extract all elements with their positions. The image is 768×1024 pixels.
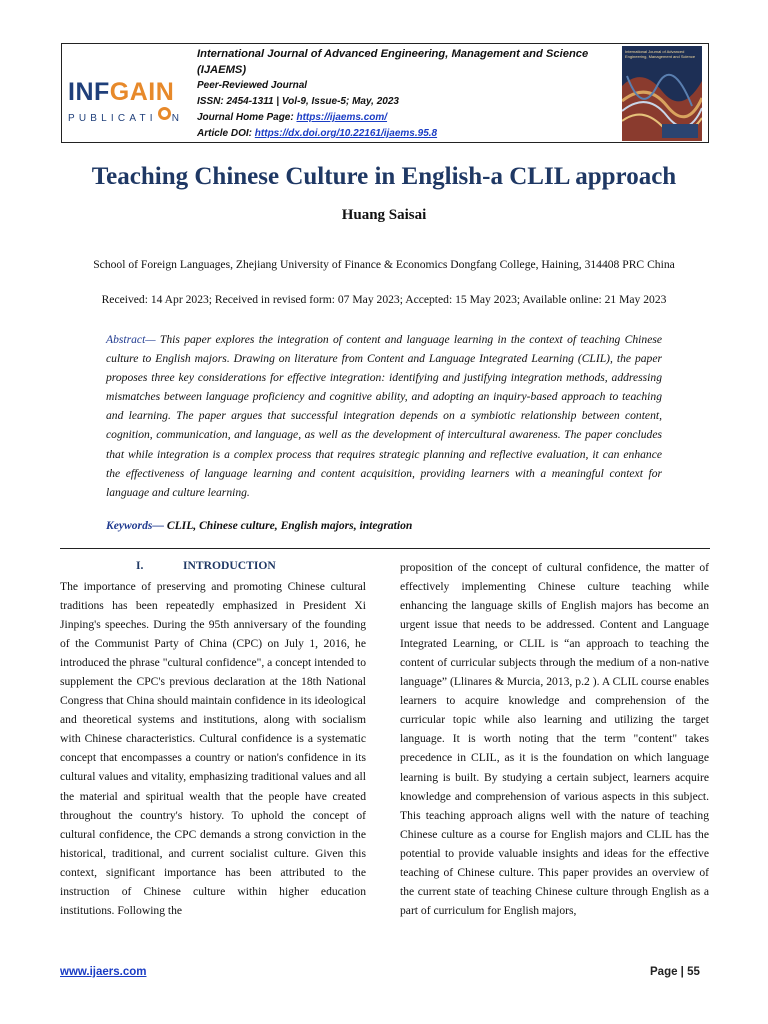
- abstract-text: This paper explores the integration of content and language learning in the context of teaching Chinese culture to English majors. Drawing on literature from Content and Language Integrated Learning (CLIL), the paper proposes three key considerations for effective integration: identifying and justifying integration methods, addressing mismatches between language proficiency and cognitive ability, and adopting an inquiry-based approach to teaching and learning. The paper argues that successful integration depends on a symbiotic relationship between content, cognition, communication, and language, as well as the development of intercultural awareness. The paper concludes that while integration is a complex process that requires strategic planning and reflective evaluation, it can enhance the effectiveness of language learning and content acquisition, providing learners with a meaningful context for language and culture learning.: [106, 333, 662, 499]
- body-left-column: The importance of preserving and promoting Chinese cultural traditions has been repeatedly emphasized in President Xi Jinping's speeches. During the 95th anniversary of the founding of the Communist Party of China (CPC) on July 1, 2016, he introduced the phrase "cultural confidence", a concept intended to supplement the CPC's previous declaration at the 18th National Congress that China should maintain confidence in its ideological and theoretical systems and institutions, along with socialism with Chinese characteristics. Cultural confidence is a systematic concept that encompasses a country or nation's confidence in its cultural values and vitality, emphasizing traditional values and all the material and spiritual wealth that the people have created throughout the country's history. To uphold the concept of cultural confidence, the CPC demands a strong conviction in the historical, traditional, and current socialist culture. Given this context, significant importance has been attributed to the instruction of Chinese culture within higher education institutions. Following the: [60, 580, 366, 917]
- peer-reviewed-label: Peer-Reviewed Journal: [197, 80, 308, 91]
- journal-name: International Journal of Advanced Engineering, Management and Science: [197, 48, 589, 60]
- homepage-line: Journal Home Page: https://ijaems.com/: [197, 112, 388, 123]
- abstract: [106, 330, 662, 502]
- cover-title: International Journal of Advanced Engineering, Management and Science: [625, 49, 696, 59]
- author-name: Huang Saisai: [341, 207, 427, 223]
- affiliation: School of Foreign Languages, Zhejiang University of Finance & Economics Dongfang College, Haining, 314408 PRC China: [93, 258, 675, 271]
- publisher-logo: INFGAIN PUBLICATI N: [68, 78, 184, 124]
- keywords-text: CLIL, Chinese culture, English majors, integration: [163, 519, 413, 532]
- section-title: INTRODUCTION: [183, 559, 276, 572]
- paper-title: Teaching Chinese Culture in English-a CLIL approach: [91, 163, 677, 190]
- doi-line: Article DOI: https://dx.doi.org/10.22161/ijaems.95.8: [197, 128, 438, 139]
- publication-dates: Received: 14 Apr 2023; Received in revised form: 07 May 2023; Accepted: 15 May 2023; Available online: 21 May 2023: [101, 293, 667, 306]
- abstract-label: Abstract—: [106, 333, 156, 346]
- journal-cover-image: [622, 46, 702, 141]
- journal-header: [61, 43, 709, 143]
- footer-website-link[interactable]: www.ijaers.com: [60, 966, 147, 978]
- homepage-link[interactable]: https://ijaems.com/: [296, 112, 388, 123]
- page-number: Page | 55: [650, 966, 700, 978]
- section-divider: [60, 548, 710, 549]
- issn-line: ISSN: 2454-1311 | Vol-9, Issue-5; May, 2023: [197, 96, 399, 107]
- journal-abbrev: (IJAEMS): [197, 64, 247, 76]
- keywords-label: Keywords—: [106, 519, 164, 532]
- keywords: [106, 519, 662, 532]
- doi-link[interactable]: https://dx.doi.org/10.22161/ijaems.95.8: [254, 128, 438, 139]
- section-number: I.: [136, 559, 144, 572]
- body-right-column: proposition of the concept of cultural confidence, the matter of effectively implementing Chinese culture teaching while enhancing the language skills of English majors has become an urgent issue that needs to be addressed. Content and Language Integrated Learning, or CLIL is “an approach to teaching the content of curricular subjects through the medium of a non-native language” (Llinares & Murcia, 2013, p.2 ). A CLIL course enables learners to acquire knowledge and comprehension of the curricular topic while also learning and utilizing the target language. It is worth noting that the term "content" takes precedence in CLIL, as it is the foundation on which language learning is built. By studying a certain subject, learners acquire knowledge and comprehension of various aspects in this subject. This teaching approach aligns well with the nature of teaching Chinese culture as a course for English majors and CLIL has the potential to provide valuable insights and ideas for the effective teaching of Chinese culture. This paper provides an overview of the current state of teaching Chinese culture through English as a part of curriculum for English majors,: [400, 561, 709, 917]
- journal-info: [197, 46, 617, 142]
